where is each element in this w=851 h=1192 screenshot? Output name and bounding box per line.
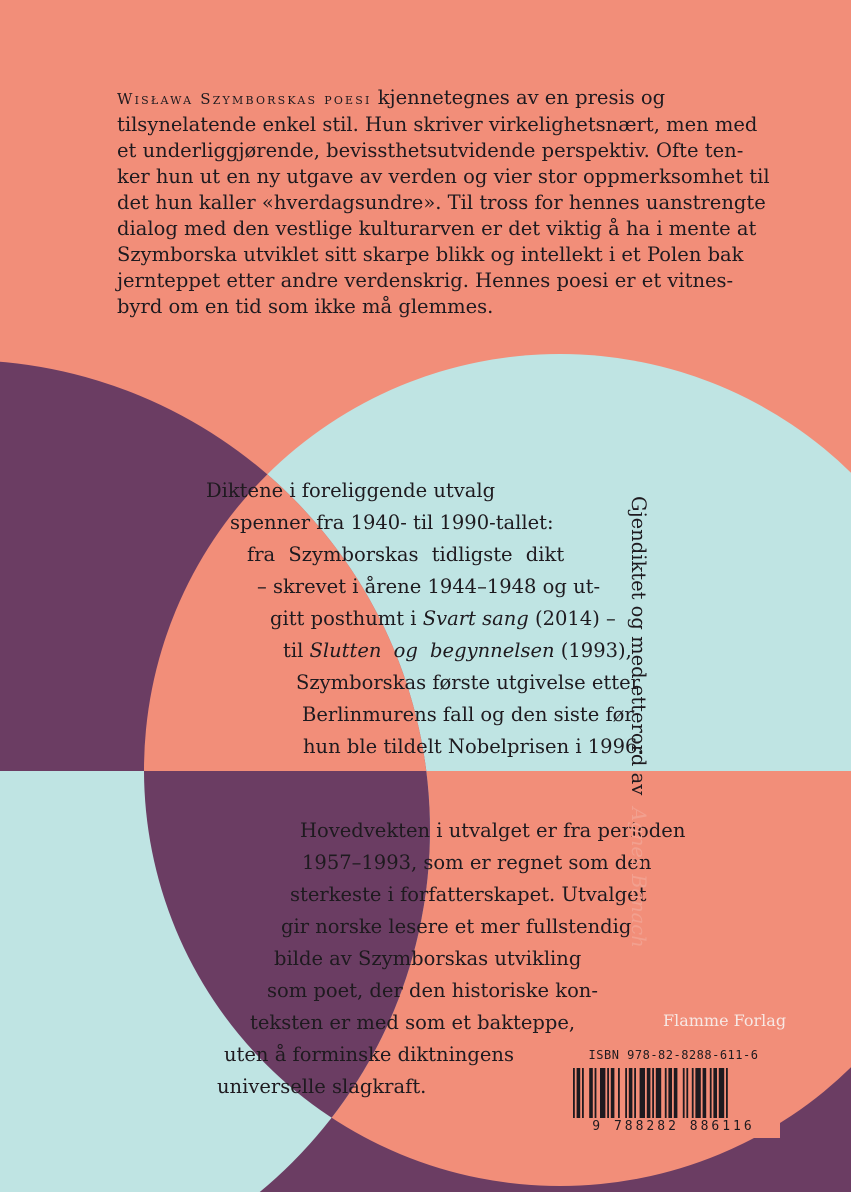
middle-line: Szymborskas første utgivelse etter [296, 671, 640, 694]
barcode-bar [656, 1068, 661, 1118]
middle-line: – skrevet i årene 1944–1948 og ut- [257, 575, 601, 598]
barcode-bar [710, 1068, 712, 1118]
barcode-bar [695, 1068, 700, 1118]
intro-line: Szymborska utviklet sitt skarpe blikk og intellekt i et Polen bak [117, 243, 744, 266]
barcode-bar [607, 1068, 609, 1118]
lower-line: som poet, der den historiske kon- [267, 979, 598, 1002]
lower-line: teksten er med som et bakteppe, [250, 1011, 576, 1034]
translator-credit [620, 496, 650, 948]
barcode-bar [611, 1068, 615, 1118]
intro-line: kjennetegnes av en presis og [371, 86, 666, 109]
book-title-svart-sang: Svart sang [422, 607, 529, 630]
intro-line: et underliggjørende, bevissthetsutvidende perspektiv. Ofte ten- [117, 139, 744, 162]
barcode-bar [674, 1068, 678, 1118]
lower-line: uten å forminske diktningens [224, 1043, 514, 1066]
barcode-bar [647, 1068, 651, 1118]
lower-line: 1957–1993, som er regnet som den [302, 851, 652, 874]
intro-lead: Wisława Szymborskas poesi [117, 90, 372, 108]
barcode-bar [582, 1068, 584, 1118]
publisher-name: Flamme Forlag [663, 1011, 787, 1030]
barcode-bar [683, 1068, 685, 1118]
intro-line: jernteppet etter andre verdenskrig. Hennes poesi er et vitnes- [117, 269, 734, 292]
intro-line: byrd om en tid som ikke må glemmes. [117, 295, 494, 318]
isbn-barcode [567, 1046, 780, 1138]
lower-line: Hovedvekten i utvalget er fra perioden [300, 819, 686, 842]
barcode-bar [668, 1068, 672, 1118]
barcode-bar [629, 1068, 633, 1118]
barcode-bar [726, 1068, 728, 1118]
middle-line: til [283, 639, 310, 662]
barcode-bar [665, 1068, 667, 1118]
middle-line: fra Szymborskas tidligste dikt [247, 543, 565, 566]
lower-line: bilde av Szymborskas utvikling [274, 947, 582, 970]
middle-line: Berlinmurens fall og den siste før [302, 703, 634, 726]
lower-line: universelle slagkraft. [217, 1075, 427, 1098]
middle-line: spenner fra 1940- til 1990-tallet: [230, 511, 554, 534]
middle-line: (2014) – [528, 607, 616, 630]
barcode-bar [713, 1068, 717, 1118]
middle-line: hun ble tildelt Nobelprisen i 1996. [303, 735, 644, 758]
book-title-slutten: Slutten og begynnelsen [309, 639, 555, 662]
intro-line: det hun kaller «hverdagsundre». Til tross for hennes uanstrengte [117, 191, 766, 214]
barcode-bar [618, 1068, 620, 1118]
middle-line: gitt posthumt i [270, 607, 423, 630]
barcode-bar [589, 1068, 593, 1118]
isbn-text: ISBN 978-82-8288-611-6 [588, 1048, 759, 1062]
barcode-bar [692, 1068, 694, 1118]
barcode-bar [719, 1068, 724, 1118]
barcode-bar [634, 1068, 636, 1118]
barcode-bar [595, 1068, 597, 1118]
middle-line: (1993), [554, 639, 632, 662]
barcode-bars [573, 1068, 774, 1118]
barcode-bar [573, 1068, 575, 1118]
intro-line: dialog med den vestlige kulturarven er det viktig å ha i mente at [117, 217, 757, 240]
barcode-digits: 9 788282 886116 [592, 1119, 755, 1134]
intro-paragraph [117, 85, 770, 320]
barcode-bar [640, 1068, 645, 1118]
credit-label: Gjendiktet og med etterord av [627, 496, 650, 796]
barcode-bar [625, 1068, 627, 1118]
barcode-bar [652, 1068, 654, 1118]
intro-line: ker hun ut en ny utgave av verden og vier stor oppmerksomhet til [117, 165, 770, 188]
intro-line: tilsynelatende enkel stil. Hun skriver virkelighetsnært, men med [117, 113, 758, 136]
barcode-bar [600, 1068, 605, 1118]
translator-name: Agnes Banach [627, 807, 650, 948]
middle-line: Diktene i foreliggende utvalg [206, 479, 496, 502]
barcode-bar [703, 1068, 707, 1118]
lower-line: gir norske lesere et mer fullstendig [281, 915, 632, 938]
barcode-bar [686, 1068, 688, 1118]
lower-line: sterkeste i forfatterskapet. Utvalget [290, 883, 647, 906]
barcode-bar [577, 1068, 581, 1118]
